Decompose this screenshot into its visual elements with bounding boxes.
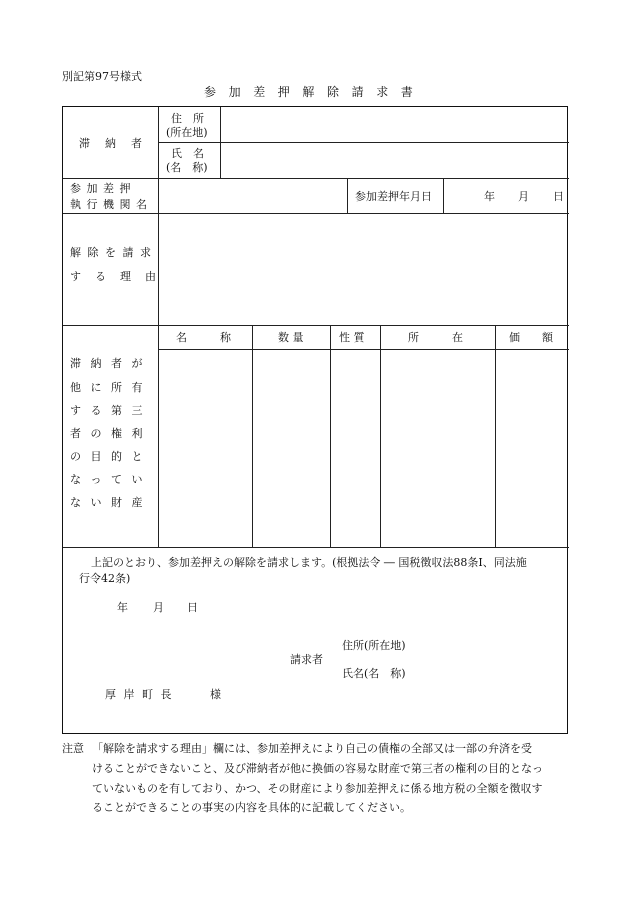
name-label: 氏 名 xyxy=(171,147,204,160)
divider xyxy=(252,325,253,547)
divider xyxy=(347,178,348,213)
divider xyxy=(443,178,444,213)
property-label-line: 滞 納 者 が xyxy=(70,357,146,370)
col-header-nature: 性 質 xyxy=(339,331,365,344)
reason-label: 解 除 を 請 求 xyxy=(70,246,153,259)
request-statement: 上記のとおり、参加差押えの解除を請求します。(根拠法令 ― 国税徴収法88条Ⅰ、同法施 xyxy=(91,556,527,569)
form-title: 参加差押解除請求書 xyxy=(204,85,426,99)
divider xyxy=(158,325,159,547)
attachment-date-label: 参加差押年月日 xyxy=(355,190,432,203)
address-label-sub: (所在地) xyxy=(166,126,208,139)
property-label-line: の 目 的 と xyxy=(70,450,146,463)
col-header-name: 名 称 xyxy=(176,331,231,344)
property-label-line: 他 に 所 有 xyxy=(70,381,146,394)
divider xyxy=(63,178,569,179)
delinquent-label: 滞 納 者 xyxy=(79,137,144,150)
addressee-honorific: 様 xyxy=(210,688,221,701)
property-label-line: す る 第 三 xyxy=(70,404,146,417)
divider xyxy=(63,213,569,214)
attachment-date-month: 月 xyxy=(518,190,529,203)
divider xyxy=(330,325,331,547)
request-date-year: 年 xyxy=(117,601,128,614)
divider xyxy=(380,325,381,547)
attachment-date-year: 年 xyxy=(484,190,495,203)
note-line: けることができないこと、及び滞納者が他に換価の容易な財産で第三者の権利の目的となっ xyxy=(92,762,543,775)
divider xyxy=(63,325,569,326)
request-statement-cont: 行令42条) xyxy=(79,572,131,585)
col-header-location: 所 在 xyxy=(408,331,463,344)
requester-address-label: 住所(所在地) xyxy=(342,639,406,652)
reason-label-sub: す る 理 由 xyxy=(70,270,158,283)
requester-name-label: 氏名(名 称) xyxy=(342,667,406,680)
agency-label: 参 加 差 押 xyxy=(70,182,132,195)
divider xyxy=(158,178,159,325)
divider xyxy=(63,547,569,548)
property-label-line: な い 財 産 xyxy=(70,496,146,509)
property-label-line: な っ て い xyxy=(70,473,146,486)
col-header-value: 価 額 xyxy=(509,331,553,344)
form-number-label: 別記第97号様式 xyxy=(62,70,142,83)
address-label: 住 所 xyxy=(171,112,204,125)
request-date-month: 月 xyxy=(153,601,164,614)
form-table xyxy=(62,106,568,734)
divider xyxy=(495,325,496,547)
note-line: 「解除を請求する理由」欄には、参加差押えにより自己の債権の全部又は一部の弁済を受 xyxy=(92,742,532,755)
note-line: ることができることの事実の内容を具体的に記載してください。 xyxy=(92,801,411,814)
agency-label-sub: 執 行 機 関 名 xyxy=(70,198,148,211)
request-date-day: 日 xyxy=(187,601,198,614)
requester-label: 請求者 xyxy=(290,653,323,666)
note-line: ていないものを有しており、かつ、その財産により参加差押えに係る地方税の全額を徴収す xyxy=(92,782,543,795)
name-label-sub: (名 称) xyxy=(166,161,208,174)
property-label-line: 者 の 権 利 xyxy=(70,427,146,440)
divider xyxy=(158,349,569,350)
attachment-date-day: 日 xyxy=(553,190,564,203)
col-header-quantity: 数 量 xyxy=(278,331,304,344)
divider xyxy=(158,142,569,143)
addressee: 厚 岸 町 長 xyxy=(105,688,174,701)
note-label: 注意 xyxy=(62,742,84,755)
